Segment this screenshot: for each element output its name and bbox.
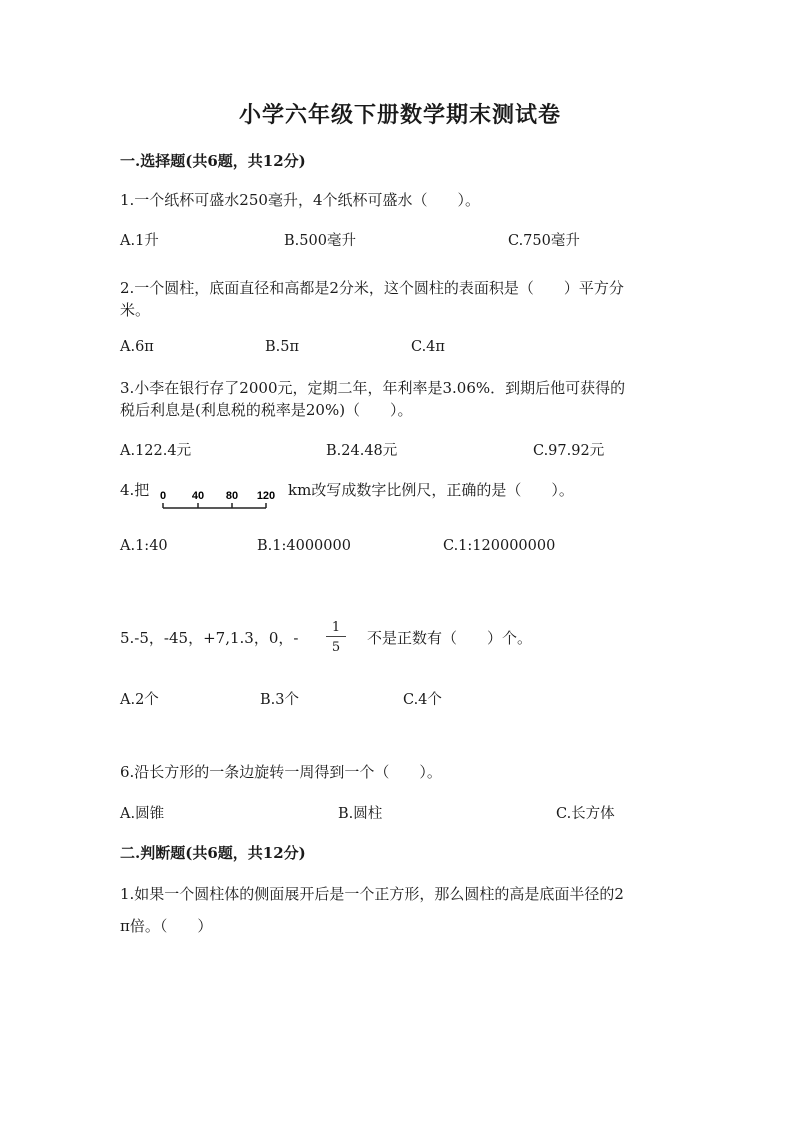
fraction-one-fifth	[326, 620, 346, 655]
q2-option-c: C.4π	[411, 339, 445, 355]
question-1: 1.一个纸杯可盛水250毫升，4个纸杯可盛水（ ）。	[120, 191, 480, 209]
q5-option-c: C.4个	[403, 692, 442, 708]
question-2-line-1: 2.一个圆柱，底面直径和高都是2分米，这个圆柱的表面积是（ ）平方分	[120, 279, 624, 297]
scale-bar	[155, 486, 285, 514]
question-4-suffix: km改写成数字比例尺，正确的是（ ）。	[288, 481, 574, 499]
q6-option-a: A.圆锥	[120, 806, 165, 822]
question-5-prefix: 5.-5，-45，+7,1.3，0，-	[120, 629, 299, 647]
question-6: 6.沿长方形的一条边旋转一周得到一个（ ）。	[120, 763, 442, 781]
q4-option-b: B.1:4000000	[257, 538, 351, 554]
question-4-prefix: 4.把	[120, 481, 150, 499]
fraction-numerator: 1	[326, 620, 346, 637]
section-heading-choice: 一.选择题(共6题，共12分)	[120, 152, 306, 170]
q5-option-a: A.2个	[120, 692, 159, 708]
q1-option-a: A.1升	[120, 233, 159, 249]
q4-option-c: C.1:120000000	[443, 538, 556, 554]
page-title: 小学六年级下册数学期末测试卷	[238, 102, 561, 128]
q4-option-a: A.1:40	[120, 538, 168, 554]
section-heading-judgement: 二.判断题(共6题，共12分)	[120, 844, 306, 862]
question-3-line-1: 3.小李在银行存了2000元，定期二年，年利率是3.06%．到期后他可获得的	[120, 379, 626, 397]
scale-tick-label: 120	[256, 490, 276, 502]
scale-tick-label: 40	[191, 490, 205, 502]
question-5-suffix: 不是正数有（ ）个。	[367, 629, 533, 647]
scale-tick-label: 80	[225, 490, 239, 502]
question-3-line-2: 税后利息是(利息税的税率是20%)（ ）。	[120, 401, 413, 419]
q3-option-b: B.24.48元	[326, 443, 398, 459]
q2-option-b: B.5π	[265, 339, 300, 355]
q6-option-c: C.长方体	[556, 806, 615, 822]
fraction-denominator: 5	[331, 640, 341, 655]
scale-tick-label: 0	[159, 490, 167, 502]
q1-option-b: B.500毫升	[284, 233, 356, 249]
question-2-line-2: 米。	[120, 301, 151, 319]
q3-option-a: A.122.4元	[120, 443, 192, 459]
q5-option-b: B.3个	[260, 692, 299, 708]
q1-option-c: C.750毫升	[508, 233, 580, 249]
judgement-1-line-1: 1.如果一个圆柱体的侧面展开后是一个正方形，那么圆柱的高是底面半径的2	[120, 885, 624, 903]
judgement-1-line-2: π倍。（ ）	[120, 917, 213, 935]
q3-option-c: C.97.92元	[533, 443, 605, 459]
q2-option-a: A.6π	[120, 339, 154, 355]
q6-option-b: B.圆柱	[338, 806, 383, 822]
